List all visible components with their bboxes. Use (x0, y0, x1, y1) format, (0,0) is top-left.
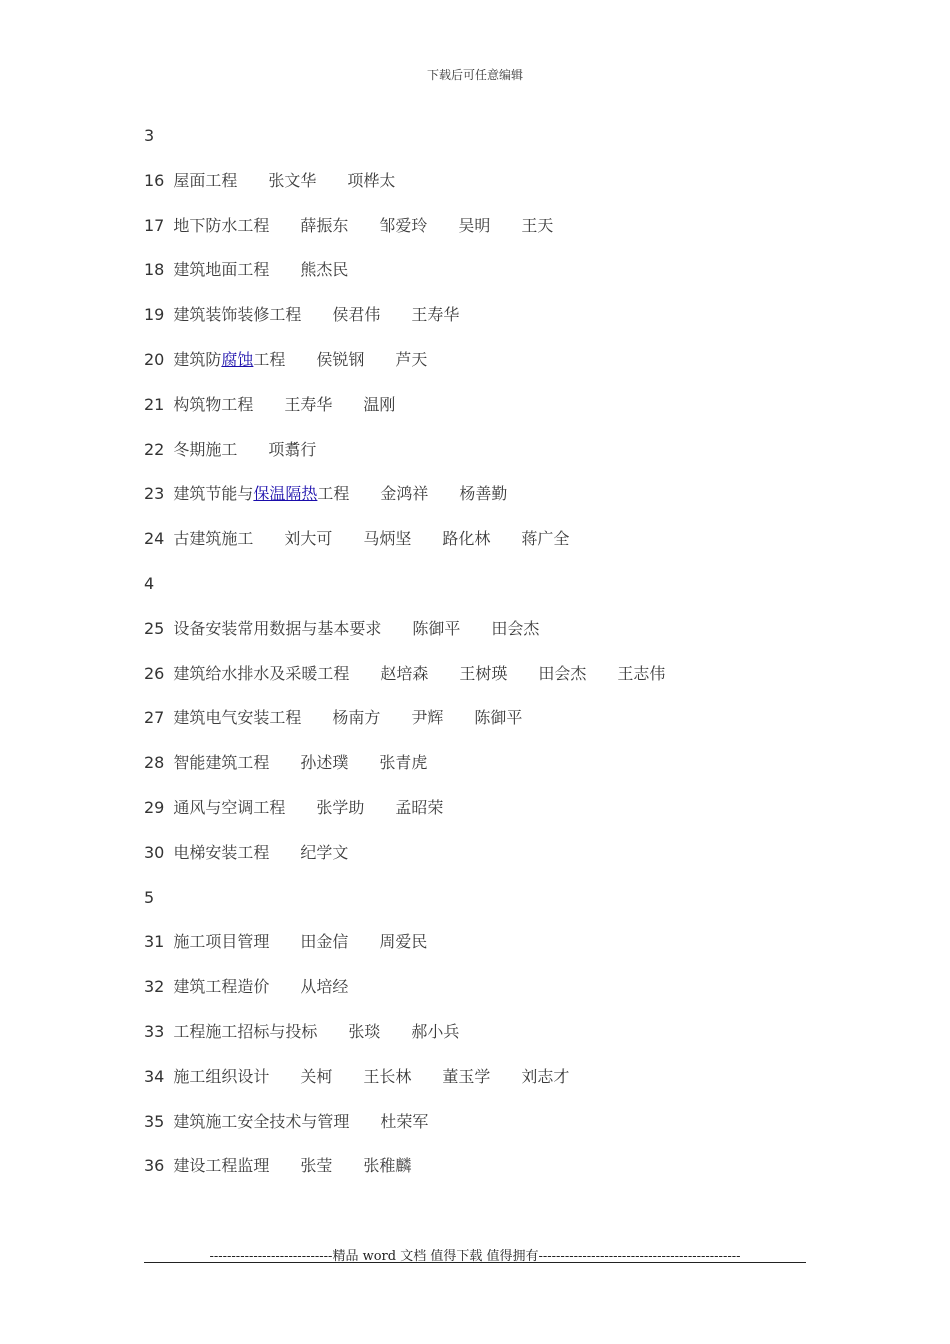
text-segment: 芦天 (395, 349, 428, 369)
item-author (521, 526, 569, 552)
text-segment: 施工组织设计 (173, 1066, 270, 1086)
item-title (173, 661, 349, 687)
text-segment: 杨南方 (332, 708, 381, 728)
item-title (173, 1064, 269, 1090)
item-number: 22 (144, 439, 165, 459)
list-item (144, 795, 824, 840)
item-author (379, 750, 427, 776)
list-item (144, 1153, 824, 1198)
item-author (379, 213, 427, 239)
text-segment: 王天 (521, 215, 554, 235)
item-author (332, 302, 380, 328)
list-item (144, 257, 824, 302)
text-segment: 尹辉 (411, 708, 444, 728)
item-number: 3 (144, 126, 155, 145)
text-segment: 薛振东 (300, 215, 349, 235)
item-author (300, 1153, 332, 1179)
text-segment: 工程 (253, 349, 286, 369)
item-title (173, 1109, 349, 1135)
item-author (284, 392, 332, 418)
item-author (300, 974, 348, 1000)
item-author (363, 392, 395, 418)
list-item (144, 616, 824, 661)
item-number: 35 (144, 1111, 165, 1131)
item-author (380, 481, 428, 507)
text-segment: 周爱民 (379, 932, 428, 952)
term-link[interactable]: 保温隔热 (253, 484, 318, 504)
item-title (173, 347, 285, 373)
text-segment: 建筑施工安全技术与管理 (173, 1111, 350, 1131)
item-number: 33 (144, 1021, 165, 1041)
text-segment: 赵培森 (380, 663, 429, 683)
item-title (173, 616, 381, 642)
text-segment: 王树瑛 (459, 663, 508, 683)
list-item (144, 705, 824, 750)
text-segment: 古建筑施工 (173, 529, 254, 549)
item-author (284, 526, 332, 552)
book-list (144, 123, 824, 1198)
item-title (173, 302, 301, 328)
text-segment: 施工项目管理 (173, 932, 270, 952)
text-segment: 通风与空调工程 (173, 797, 286, 817)
list-item (144, 213, 824, 258)
text-segment: 智能建筑工程 (173, 753, 270, 773)
text-segment: 陈御平 (412, 618, 461, 638)
text-segment: 田会杰 (491, 618, 540, 638)
text-segment: 电梯安装工程 (173, 842, 270, 862)
item-number: 36 (144, 1156, 165, 1176)
item-number: 28 (144, 753, 165, 773)
item-author (268, 168, 316, 194)
item-title (173, 168, 237, 194)
list-item (144, 1019, 824, 1064)
list-item (144, 1109, 824, 1154)
item-number: 34 (144, 1066, 165, 1086)
item-number: 26 (144, 663, 165, 683)
list-item (144, 885, 824, 930)
text-segment: 项桦太 (347, 170, 396, 190)
item-author (442, 1064, 490, 1090)
item-author (411, 302, 459, 328)
text-segment: 郝小兵 (411, 1021, 460, 1041)
text-segment: 王志伟 (617, 663, 666, 683)
item-author (316, 347, 364, 373)
item-number: 30 (144, 842, 165, 862)
text-segment: 刘志才 (521, 1066, 570, 1086)
text-segment: 冬期施工 (173, 439, 238, 459)
text-segment: 路化林 (442, 529, 491, 549)
list-item (144, 750, 824, 795)
list-item (144, 347, 824, 392)
item-number: 31 (144, 932, 165, 952)
list-item (144, 168, 824, 213)
item-number: 24 (144, 529, 165, 549)
list-item (144, 840, 824, 885)
text-segment: 熊杰民 (300, 260, 349, 280)
text-segment: 金鸿祥 (380, 484, 429, 504)
item-author (300, 257, 348, 283)
item-title (173, 392, 253, 418)
item-title (173, 705, 301, 731)
text-segment: 张莹 (300, 1156, 333, 1176)
text-segment: 侯锐钢 (316, 349, 365, 369)
item-number: 18 (144, 260, 165, 280)
item-author (300, 1064, 332, 1090)
item-author (521, 213, 553, 239)
item-author (363, 1153, 411, 1179)
text-segment: 建筑工程造价 (173, 977, 270, 997)
item-title (173, 750, 269, 776)
text-segment: 建筑电气安装工程 (173, 708, 302, 728)
text-segment: 建筑防 (173, 349, 222, 369)
item-author (380, 661, 428, 687)
text-segment: 地下防水工程 (173, 215, 270, 235)
text-segment: 建设工程监理 (173, 1156, 270, 1176)
item-author (459, 481, 507, 507)
item-author (459, 661, 507, 687)
page-footer: ----------------------------精品 word 文档 值得下载 值得拥有---------------------------------------------- (209, 1249, 741, 1264)
item-number: 27 (144, 708, 165, 728)
item-number: 29 (144, 797, 165, 817)
item-author (395, 795, 443, 821)
text-segment: 设备安装常用数据与基本要求 (173, 618, 382, 638)
text-segment: 建筑给水排水及采暖工程 (173, 663, 350, 683)
text-segment: 张稚麟 (363, 1156, 412, 1176)
item-number: 21 (144, 394, 165, 414)
text-segment: 张学助 (316, 797, 365, 817)
text-segment: 建筑地面工程 (173, 260, 270, 280)
item-title (173, 213, 269, 239)
text-segment: 项翥行 (268, 439, 317, 459)
item-title (173, 257, 269, 283)
text-segment: 张青虎 (379, 753, 428, 773)
item-number: 32 (144, 977, 165, 997)
item-title (173, 526, 253, 552)
item-author (268, 437, 316, 463)
text-segment: 田金信 (300, 932, 349, 952)
item-number: 17 (144, 215, 165, 235)
list-item (144, 1064, 824, 1109)
text-segment: 王寿华 (411, 305, 460, 325)
item-title (173, 795, 285, 821)
item-author (412, 616, 460, 642)
text-segment: 屋面工程 (173, 170, 238, 190)
list-item (144, 571, 824, 616)
page-header: 下载后可任意编辑 (426, 68, 523, 82)
item-author (332, 705, 380, 731)
item-author (348, 1019, 380, 1045)
item-author (411, 1019, 459, 1045)
item-author (347, 168, 395, 194)
list-item (144, 974, 824, 1019)
item-author (363, 526, 411, 552)
item-author (411, 705, 443, 731)
item-number: 25 (144, 618, 165, 638)
text-segment: 从培经 (300, 977, 349, 997)
item-author (363, 1064, 411, 1090)
text-segment: 杨善勤 (459, 484, 508, 504)
list-item (144, 302, 824, 347)
item-author (458, 213, 490, 239)
item-author (300, 840, 348, 866)
item-title (173, 840, 269, 866)
text-segment: 工程施工招标与投标 (173, 1021, 318, 1041)
item-title (173, 481, 349, 507)
text-segment: 田会杰 (538, 663, 587, 683)
item-author (538, 661, 586, 687)
item-title (173, 974, 269, 1000)
text-segment: 构筑物工程 (173, 394, 254, 414)
footer-rule (144, 1262, 806, 1263)
text-segment: 侯君伟 (332, 305, 381, 325)
item-author (380, 1109, 428, 1135)
list-item (144, 123, 824, 168)
item-author (442, 526, 490, 552)
text-segment: 张琰 (348, 1021, 381, 1041)
text-segment: 杜荣军 (380, 1111, 429, 1131)
text-segment: 马炳坚 (363, 529, 412, 549)
term-link[interactable]: 腐蚀 (221, 349, 254, 369)
list-item (144, 437, 824, 482)
list-item (144, 526, 824, 571)
list-item (144, 929, 824, 974)
text-segment: 陈御平 (474, 708, 523, 728)
text-segment: 建筑装饰装修工程 (173, 305, 302, 325)
item-author (521, 1064, 569, 1090)
text-segment: 建筑节能与 (173, 484, 254, 504)
text-segment: 刘大可 (284, 529, 333, 549)
list-item (144, 661, 824, 706)
item-title (173, 929, 269, 955)
item-author (300, 929, 348, 955)
text-segment: 董玉学 (442, 1066, 491, 1086)
text-segment: 关柯 (300, 1066, 333, 1086)
text-segment: 张文华 (268, 170, 317, 190)
item-title (173, 1019, 317, 1045)
list-item (144, 392, 824, 437)
text-segment: 孙述璞 (300, 753, 349, 773)
text-segment: 纪学文 (300, 842, 349, 862)
item-author (491, 616, 539, 642)
item-author (316, 795, 364, 821)
item-number: 19 (144, 305, 165, 325)
item-number: 5 (144, 887, 155, 907)
text-segment: 王长林 (363, 1066, 412, 1086)
text-segment: 工程 (317, 484, 350, 504)
item-title (173, 1153, 269, 1179)
item-author (379, 929, 427, 955)
item-number: 16 (144, 170, 165, 190)
item-author (474, 705, 522, 731)
item-author (300, 750, 348, 776)
text-segment: 邹爱玲 (379, 215, 428, 235)
item-number: 20 (144, 349, 165, 369)
text-segment: 吴明 (458, 215, 491, 235)
item-author (617, 661, 665, 687)
list-item (144, 481, 824, 526)
item-number: 4 (144, 573, 155, 593)
text-segment: 蒋广全 (521, 529, 570, 549)
text-segment: 王寿华 (284, 394, 333, 414)
text-segment: 孟昭荣 (395, 797, 444, 817)
item-title (173, 437, 237, 463)
text-segment: 温刚 (363, 394, 396, 414)
item-author (395, 347, 427, 373)
item-author (300, 213, 348, 239)
item-number: 23 (144, 484, 165, 504)
